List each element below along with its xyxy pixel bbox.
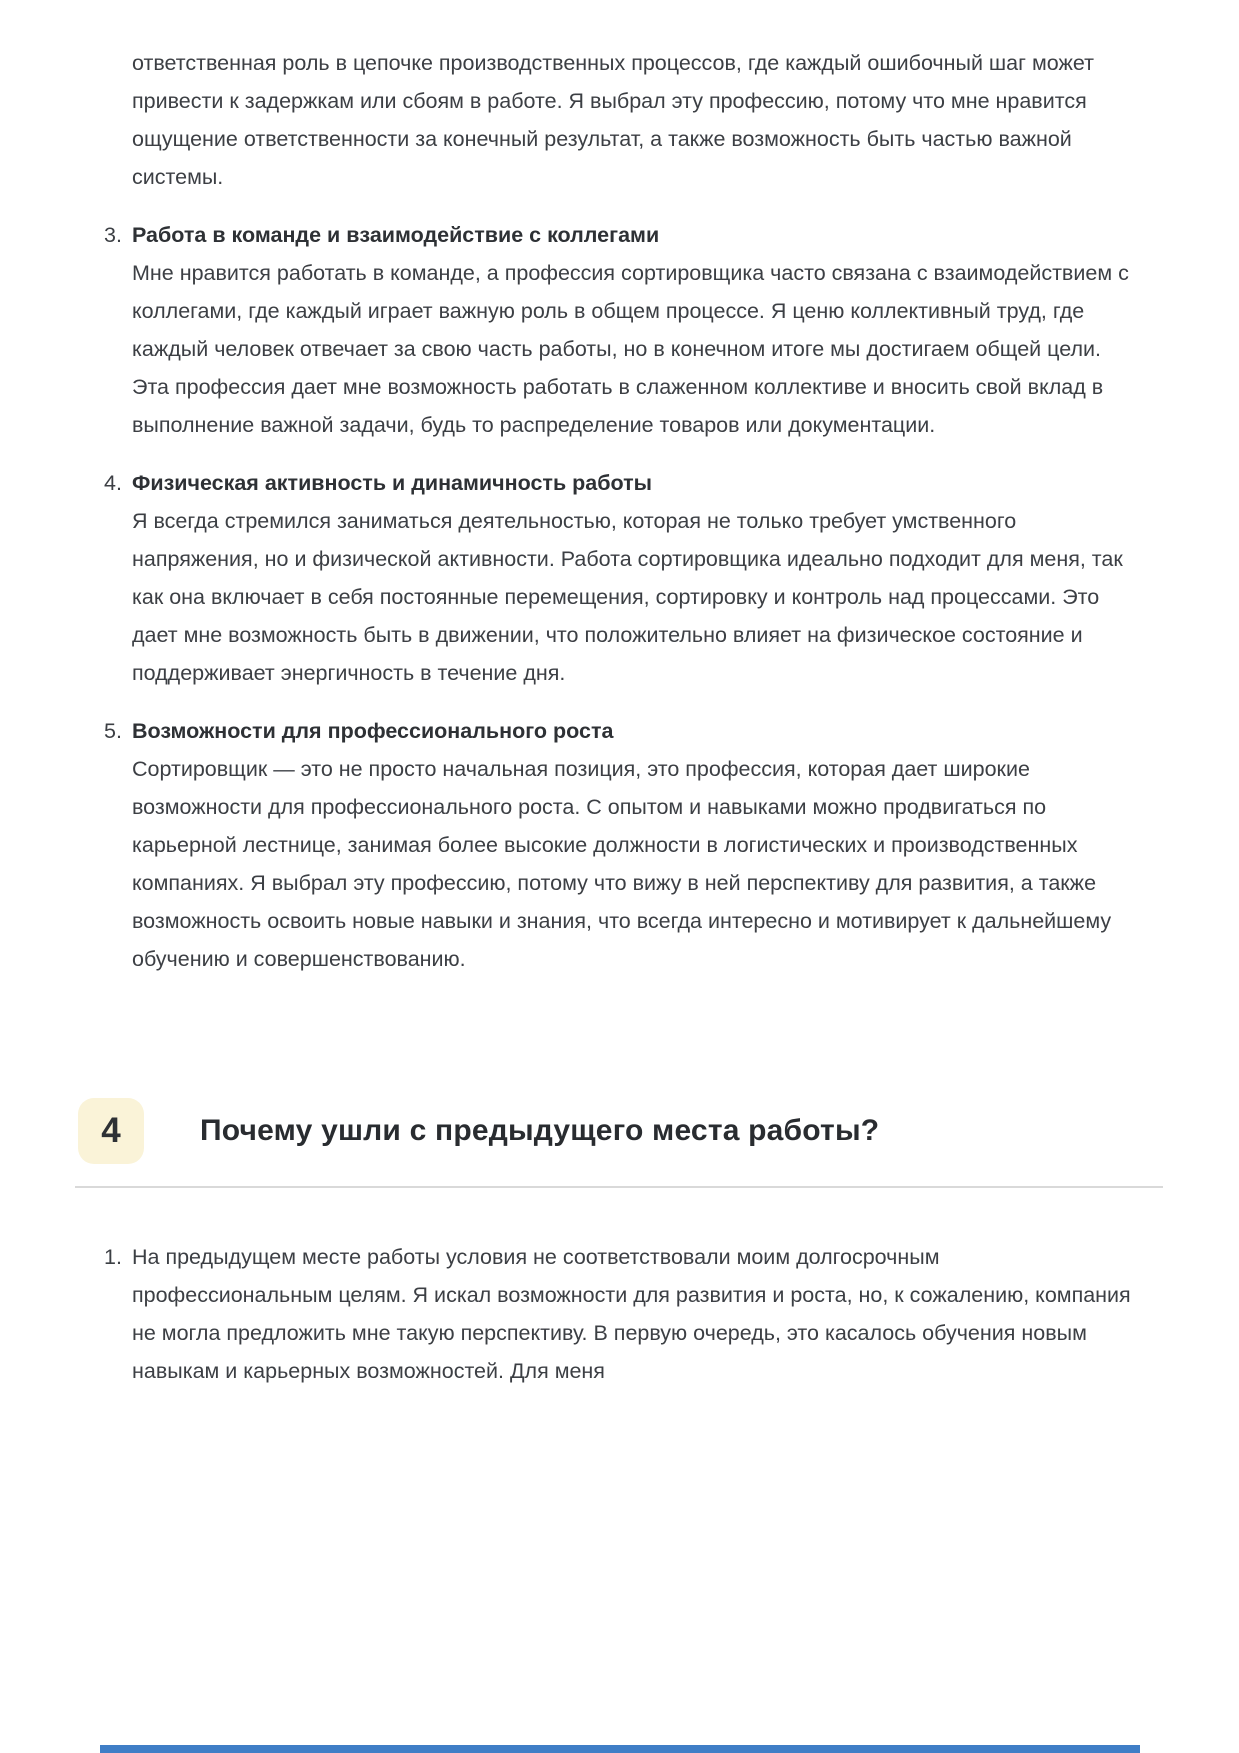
list-item-content — [132, 712, 1135, 978]
list-marker: 3. — [104, 223, 122, 247]
list-item-content — [132, 216, 1135, 444]
list-marker: 1. — [104, 1245, 122, 1269]
paragraph-continuation: ответственная роль в цепочке производственных процессов, где каждый ошибочный шаг может привести к задержкам или сбоям в работе. Я выбрал эту профессию, потому что мне нравится ощущение ответственности за конечный результат, а также возможность быть частью важной системы. — [132, 51, 1094, 189]
section-number-badge — [78, 1098, 144, 1164]
list-marker: 4. — [104, 471, 122, 495]
list-item-body: Сортировщик — это не просто начальная позиция, это профессия, которая дает широкие возможности для профессионального роста. С опытом и навыками можно продвигаться по карьерной лестнице, занимая более высокие должности в логистических и производственных компаниях. Я выбрал эту профессию, потому что вижу в ней перспективу для развития, а также возможность освоить новые навыки и знания, что всегда интересно и мотивирует к дальнейшему обучению и совершенствованию. — [132, 757, 1112, 971]
list-item-body: Мне нравится работать в команде, а профессия сортировщика часто связана с взаимодействием с коллегами, где каждый играет важную роль в общем процессе. Я ценю коллективный труд, где каждый человек отвечает за свою часть работы, но в конечном итоге мы достигаем общей цели. Эта профессия дает мне возможность работать в слаженном коллективе и вносить свой вклад в выполнение важной задачи, будь то распределение товаров или документации. — [132, 261, 1129, 437]
list-item — [104, 712, 1135, 978]
list-item-body: Я всегда стремился заниматься деятельностью, которая не только требует умственного напряжения, но и физической активности. Работа сортировщика идеально подходит для меня, так как она включает в себя постоянные перемещения, сортировку и контроль над процессами. Это дает мне возможность быть в движении, что положительно влияет на физическое состояние и поддерживает энергичность в течение дня. — [132, 509, 1123, 685]
reasons-list — [104, 216, 1135, 978]
list-item-title: Возможности для профессионального роста — [132, 719, 614, 743]
list-item — [104, 1238, 1135, 1390]
list-item — [104, 216, 1135, 444]
list-item-content — [132, 464, 1135, 692]
section-header — [78, 1098, 1135, 1164]
callout-top-edge — [100, 1745, 1140, 1753]
list-item-title: Физическая активность и динамичность работы — [132, 471, 652, 495]
section-title: Почему ушли с предыдущего места работы? — [200, 1114, 880, 1147]
list-item-title: Работа в команде и взаимодействие с коллегами — [132, 223, 660, 247]
section-number: 4 — [101, 1111, 121, 1150]
answers-list — [104, 1238, 1135, 1390]
list-item — [104, 464, 1135, 692]
list-item-content — [132, 1238, 1135, 1390]
section-divider — [75, 1186, 1163, 1188]
list-item-body: На предыдущем месте работы условия не соответствовали моим долгосрочным профессиональным целям. Я искал возможности для развития и роста, но, к сожалению, компания не могла предложить мне такую перспективу. В первую очередь, это касалось обучения новым навыкам и карьерных возможностей. Для меня — [132, 1245, 1131, 1383]
list-marker: 5. — [104, 719, 122, 743]
